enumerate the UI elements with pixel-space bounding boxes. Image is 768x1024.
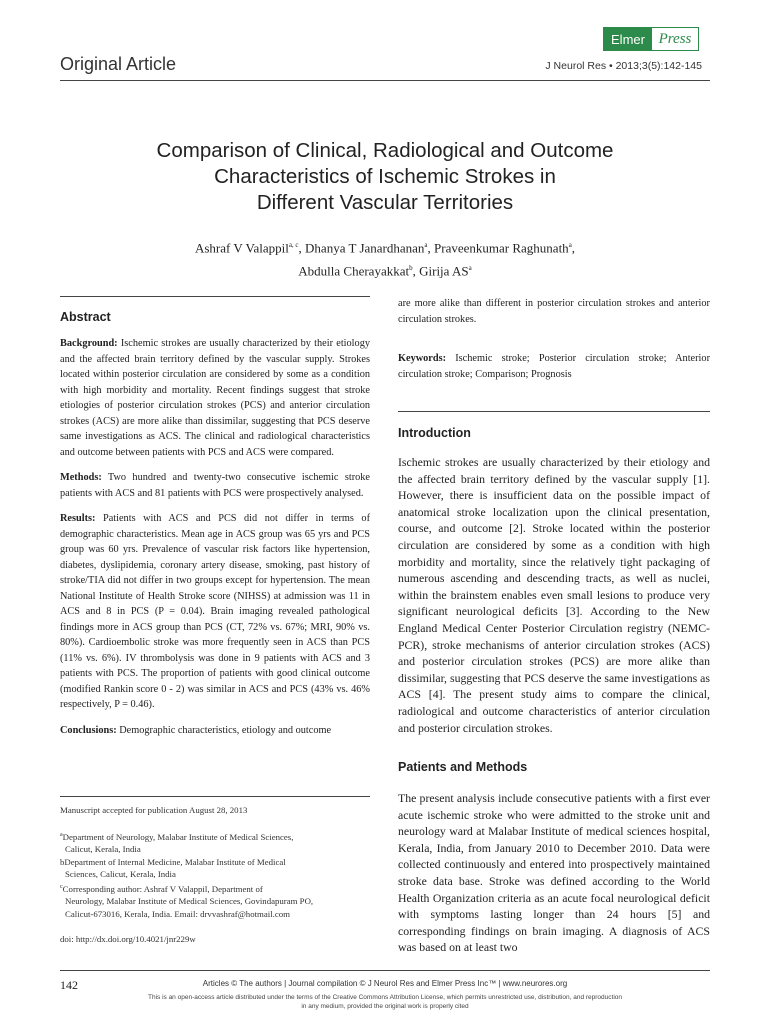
results-label: Results: (60, 513, 96, 524)
header-divider (60, 80, 710, 81)
affiliation-text: Calicut, Kerala, India (65, 844, 141, 855)
author-affiliation: b (409, 264, 413, 273)
author-affiliation: a, c (288, 241, 299, 249)
title-line-3: Different Vascular Territories (256, 191, 514, 214)
abstract-background (60, 336, 370, 460)
article-type: Original Article (60, 54, 177, 74)
author-name: , Girija AS (412, 263, 469, 279)
results-text: Patients with ACS and PCS did not differ in terms of demographic characteristics. Mean age in ACS group was 65 yrs and PCS group was 60 yrs. Prevalence of vascular risk factors like hypertension, diabetes, dyslipidemia, coronary artery disease, smoking, past history of stroke/TIA did not differ in two groups except for hypertension. The mean National Institute of Health Stroke score (NIHSS) at admission was 11 in ACS and 8 in PCS (P = 0.04). Brain imaging revealed pathological findings more in ACS group than PCS (CT, 72% vs. 67%; MRI, 90% vs. 80%). Cardioembolic stroke was more frequently seen in ACS than PCS (11% vs. 6%). IV thrombolysis was done in 9 patients with ACS and 3 patients with PCS. The proportion of patients with good clinical outcome (modified Rankin score 0 - 2) was similar in ACS and PCS (43% vs. 46% respectively, P = 0.46). (60, 513, 370, 710)
affiliation-text: Department of Neurology, Malabar Institute of Medical Sciences, (62, 831, 294, 842)
keywords (398, 351, 710, 382)
author-separator: , (571, 240, 576, 256)
author-affiliation: a (468, 264, 472, 273)
corresponding-author: Corresponding author: Ashraf V Valappil, Department of (62, 883, 263, 894)
authors-line-2 (60, 258, 710, 281)
accepted-date: Manuscript accepted for publication August 28, 2013 (60, 805, 248, 815)
author-name: , Dhanya T Janardhanan (298, 240, 425, 256)
page-number: 142 (60, 978, 78, 992)
author-name: Abdulla Cherayakkat (298, 263, 410, 279)
affiliation-marker: a (60, 831, 63, 838)
left-column (60, 296, 370, 738)
footer-license (60, 993, 710, 1011)
background-label: Background: (60, 338, 118, 349)
author-affiliation: a (568, 241, 572, 249)
title-line-2: Characteristics of Ischemic Strokes in (214, 165, 556, 188)
paper-title (60, 138, 710, 216)
authors-line-1 (60, 235, 710, 258)
corresponding-author-email[interactable]: Calicut-673016, Kerala, India. Email: drvvashraf@hotmail.com (65, 909, 291, 919)
methods-text: Two hundred and twenty-two consecutive ischemic stroke patients with ACS and 81 patients with PCS were prospectively analysed. (60, 472, 370, 499)
affiliation-marker: c (60, 883, 63, 890)
methods-text: The present analysis include consecutive patients with a first ever acute ischemic stroke who were admitted to the stroke unit and neurology ward at Malabar Institute of medical sciences hospital, Kerala, India, from January 2010 to December 2010. Data were collected continuously and entered into prospectively maintained stroke data base. Stroke was defined according to the World Health Organization criteria as an acute focal neurological deficit with symptoms lasting longer than 24 hours [5] and corresponding findings on brain imaging. A diagnosis of ACS was based on at least two (398, 791, 710, 955)
logo-elmer: Elmer (604, 28, 652, 50)
background-text: Ischemic strokes are usually characterized by their etiology and the affected brain territory defined by the vascular supply. Strokes located within posterior circulation are considered by some as a condition with high morbidity and mortality. Recent findings suggest that stroke etiologies of posterior circulation strokes (PCS) and anterior circulation strokes (ACS) are more alike than dissimilar, suggesting that PCS deserve same investigations as ACS. The clinical and radiological characteristics and outcome between patients with PCS and ACS were compared. (60, 338, 370, 458)
affiliation-text: bDepartment of Internal Medicine, Malabar Institute of Medical (60, 856, 286, 867)
abstract-conclusions (60, 723, 370, 739)
journal-reference: J Neurol Res • 2013;3(5):142-145 (545, 60, 702, 72)
abstract-methods (60, 470, 370, 501)
publisher-logo (603, 27, 699, 51)
doi-link[interactable]: doi: http://dx.doi.org/10.4021/jnr229w (60, 933, 196, 944)
affiliation-text: Sciences, Calicut, Kerala, India (65, 869, 176, 880)
footnotes (60, 796, 370, 945)
footer-divider (60, 970, 710, 971)
logo-press: Press (658, 30, 692, 47)
title-line-1: Comparison of Clinical, Radiological and Outcome (156, 139, 614, 162)
author-name: Ashraf V Valappil (194, 240, 289, 256)
keywords-text: Ischemic stroke; Posterior circulation stroke; Anterior circulation stroke; Comparison; Prognosis (398, 353, 710, 380)
abstract-continued: are more alike than different in posterior circulation strokes and anterior circulation strokes. (398, 298, 710, 325)
introduction-text: Ischemic strokes are usually characterized by their etiology and the affected brain territory defined by the vascular supply [1]. However, there is insufficient data on the possible impact of anatomical stroke localization upon the clinical presentation, course, and outcome [2]. Stroke located within the posterior circulation are considered by some as a condition with high morbidity and mortality, since the relatively tight packaging of numerous ascending and descending tracts, as well as nuclei, within the brainstem enables even small lesions to produce very significant neurological deficits [3]. According to the New England Medical Center Posterior Circulation registry (NEMC-PCR), stroke mechanisms of anterior circulation strokes (ACS) and posterior circulation strokes (PCS) are more alike than dissimilar, suggesting that PCS deserve the same investigations as ACS [4]. The present study aims to compare the clinical, radiological and outcome characteristics of anterior circulation and posterior circulation strokes. (398, 455, 710, 735)
abstract-heading: Abstract (60, 310, 111, 324)
abstract-results (60, 511, 370, 713)
abstract-divider (60, 296, 370, 297)
conclusions-label: Conclusions: (60, 724, 117, 736)
author-name: , Praveenkumar Raghunath (427, 240, 569, 256)
methods-label: Methods: (60, 472, 102, 483)
affiliation-a (60, 829, 370, 921)
intro-divider (398, 411, 710, 412)
keywords-label: Keywords: (398, 353, 447, 364)
methods-heading: Patients and Methods (398, 760, 528, 775)
introduction-heading: Introduction (398, 426, 471, 440)
conclusions-text: Demographic characteristics, etiology and outcome (116, 724, 332, 736)
author-affiliation: a (424, 241, 428, 249)
right-column (398, 296, 710, 956)
author-list (60, 235, 710, 282)
license-line-2: in any medium, provided the original work is properly cited (301, 1003, 469, 1010)
license-line-1: This is an open-access article distributed under the terms of the Creative Commons Attribution License, which permits unrestricted use, distribution, and reproduction (147, 994, 622, 1001)
footer-copyright: Articles © The authors | Journal compilation © J Neurol Res and Elmer Press Inc™ | www.neurores.org (202, 979, 568, 988)
corresponding-author-address: Neurology, Malabar Institute of Medical Sciences, Govindapuram PO, (65, 896, 314, 907)
